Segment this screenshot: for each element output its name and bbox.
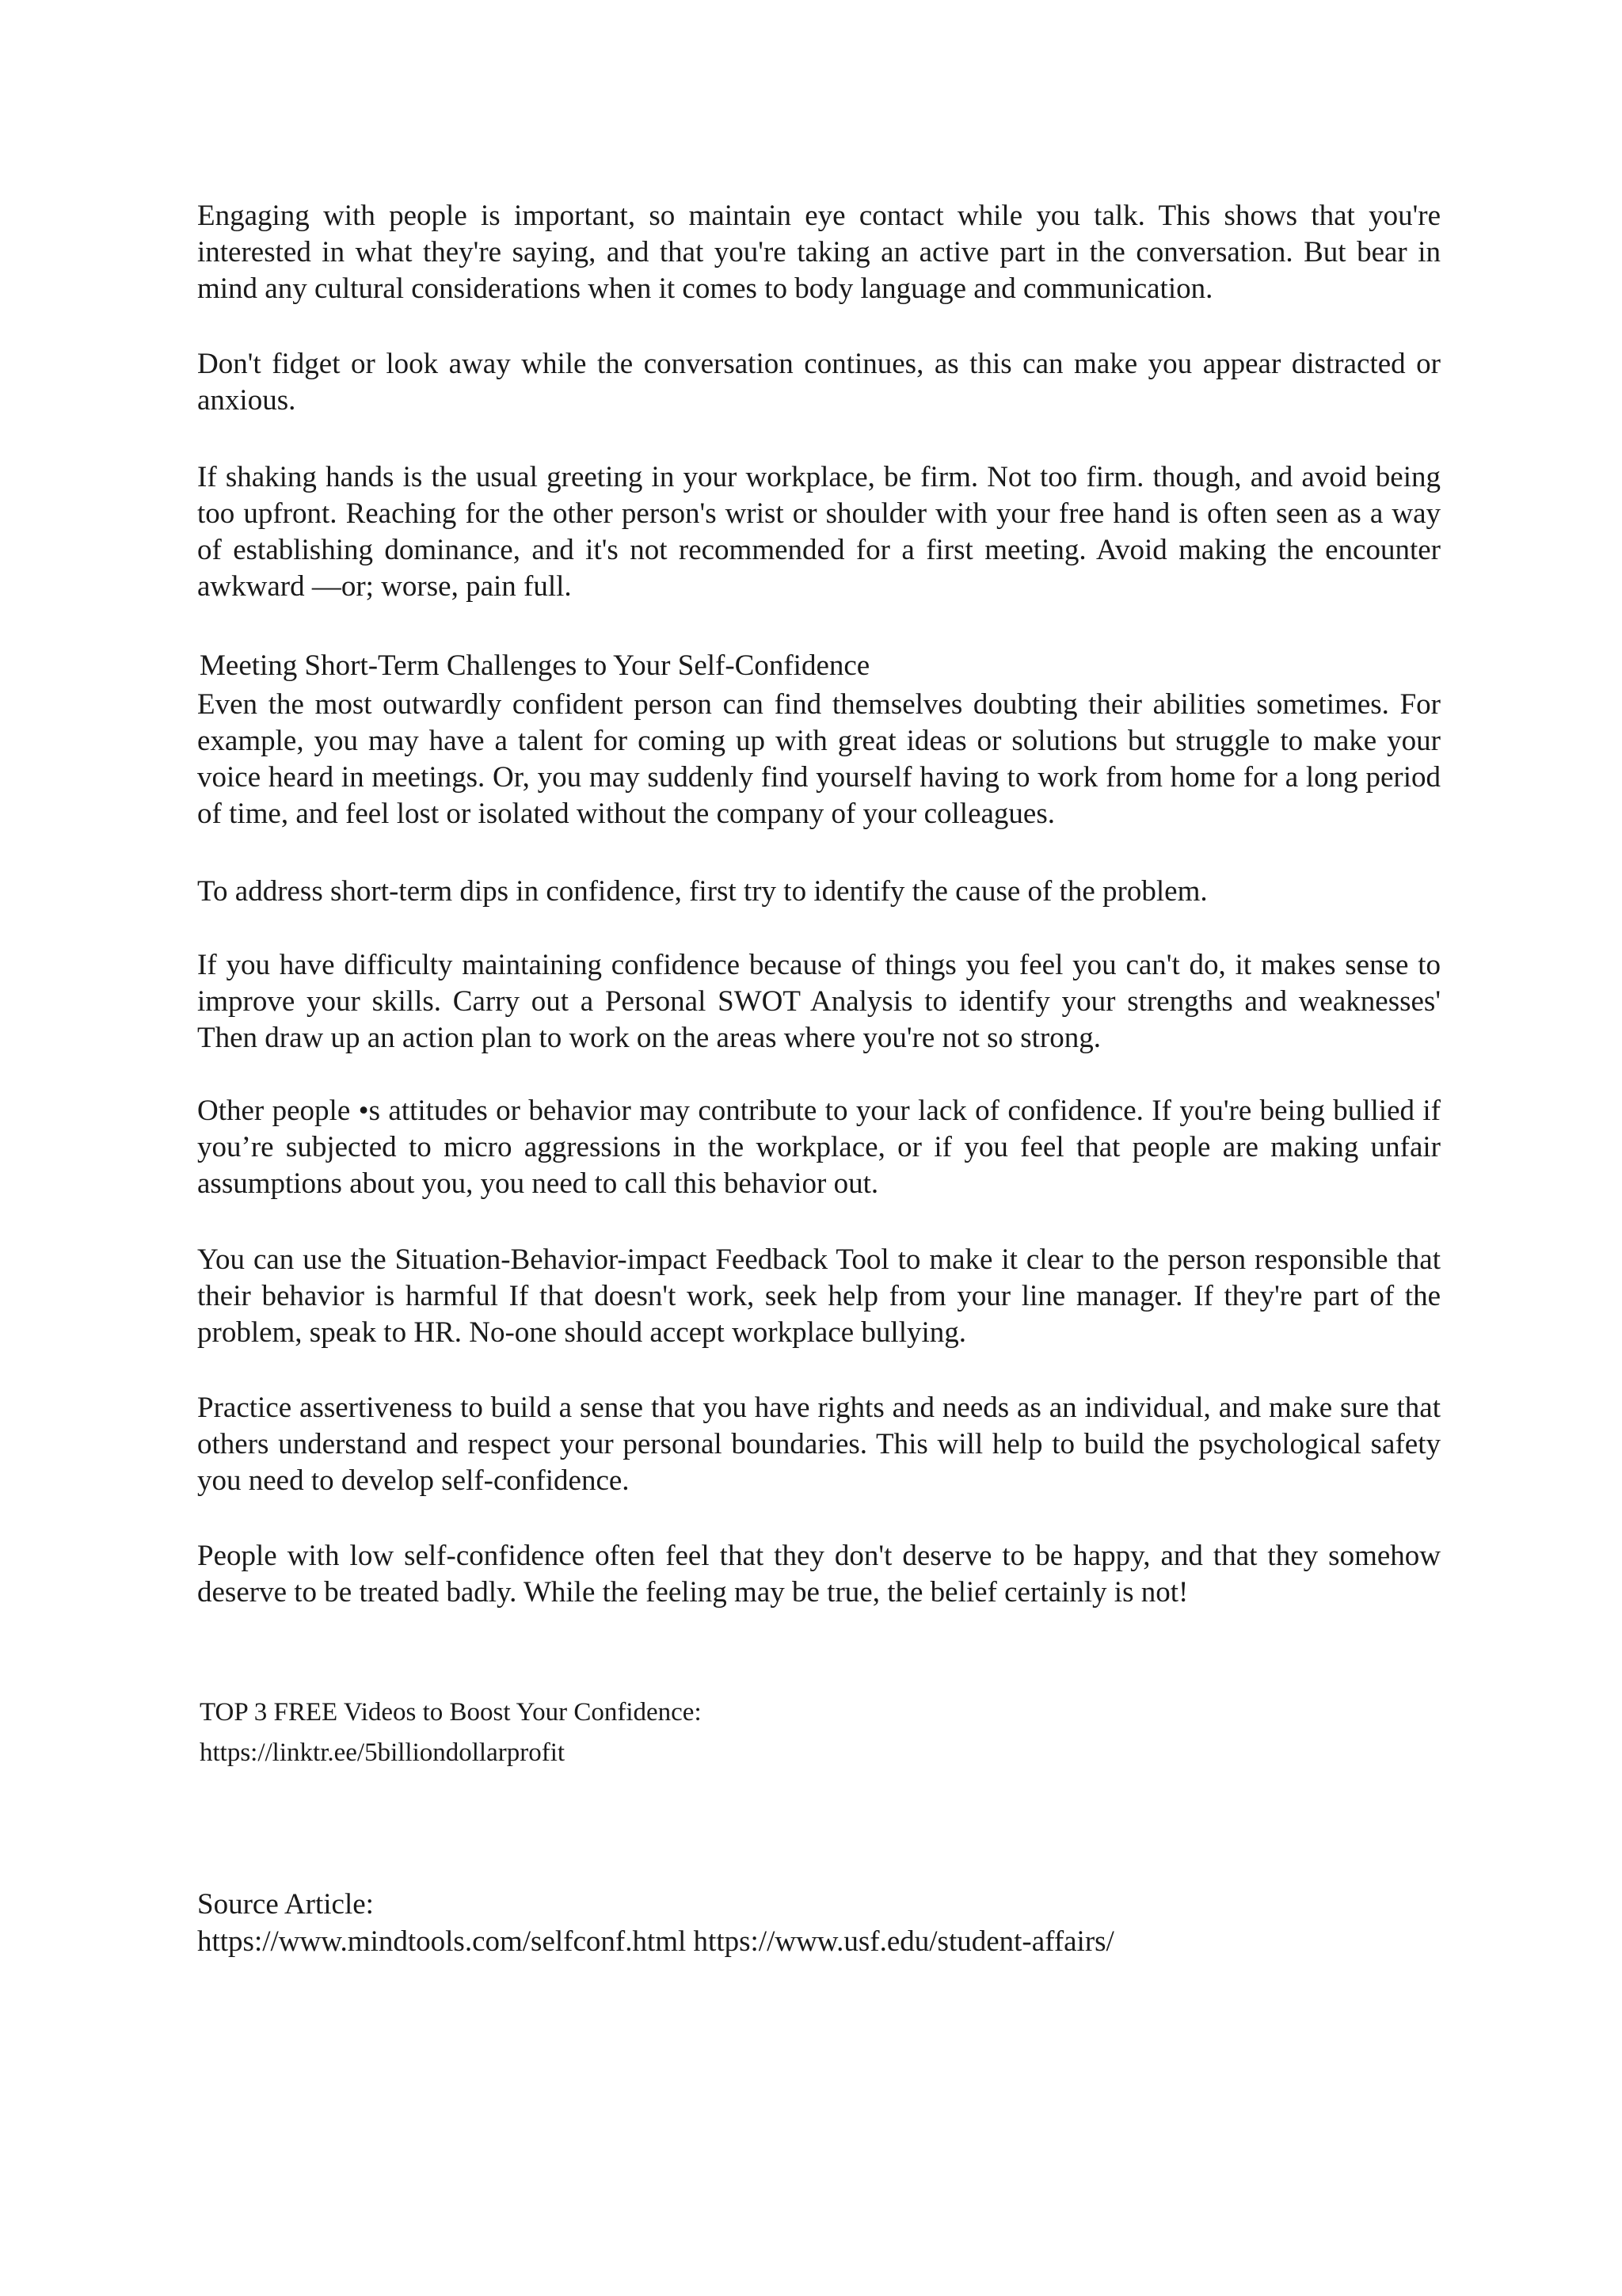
paragraph-other-people: Other people •s attitudes or behavior may contribute to your lack of confidence. If you're being bullied if you’re subjected to micro aggressions in the workplace, or if you feel that people are making unfair assumptions about you, you need to call this behavior out. [197,1095,1441,1200]
section-heading: Meeting Short-Term Challenges to Your Self-Confidence [200,649,870,682]
source-label: Source Article: [197,1888,374,1921]
paragraph-handshake: If shaking hands is the usual greeting in your workplace, be firm. Not too firm. though, and avoid being too upfront. Reaching for the other person's wrist or shoulder with your free hand is often seen as a way of establishing dominance, and it's not recommended for a first meeting. Avoid making the encounter awkward —or; worse, pain full. [197,461,1441,603]
paragraph-improve-skills: If you have difficulty maintaining confidence because of things you feel you can't do, it makes sense to improve your skills. Carry out a Personal SWOT Analysis to identify your strengths and weaknesses' Then draw up an action plan to work on the areas where you're not so strong. [197,949,1441,1054]
paragraph-assertiveness: Practice assertiveness to build a sense that you have rights and needs as an individual, and make sure that others understand and respect your personal boundaries. This will help to build the psychological safety you need to develop self-confidence. [197,1392,1441,1497]
paragraph-doubting: Even the most outwardly confident person can find themselves doubting their abilities sometimes. For example, you may have a talent for coming up with great ideas or solutions but struggle to make your voice heard in meetings. Or, you may suddenly find yourself having to work from home for a long period of time, and feel lost or isolated without the company of your colleagues. [197,688,1441,830]
paragraph-eye-contact: Engaging with people is important, so maintain eye contact while you talk. This shows that you're interested in what they're saying, and that you're taking an active part in the conversation. But bear in mind any cultural considerations when it comes to body language and communication. [197,200,1441,305]
paragraph-low-self-confidence: People with low self-confidence often feel that they don't deserve to be happy, and that they somehow deserve to be treated badly. While the feeling may be true, the belief certainly is not! [197,1540,1441,1609]
paragraph-short-term-dips: To address short-term dips in confidence, first try to identify the cause of the problem. [197,875,1208,908]
source-links[interactable]: https://www.mindtools.com/selfconf.html https://www.usf.edu/student-affairs/ [197,1925,1114,1958]
paragraph-fidget: Don't fidget or look away while the conversation continues, as this can make you appear distracted or anxious. [197,348,1441,417]
videos-label: TOP 3 FREE Videos to Boost Your Confidence: [200,1698,702,1727]
paragraph-feedback-tool: You can use the Situation-Behavior-impact Feedback Tool to make it clear to the person responsible that their behavior is harmful If that doesn't work, seek help from your line manager. If they're part of the problem, speak to HR. No-one should accept workplace bullying. [197,1243,1441,1349]
videos-link[interactable]: https://linktr.ee/5billiondollarprofit [200,1738,565,1767]
